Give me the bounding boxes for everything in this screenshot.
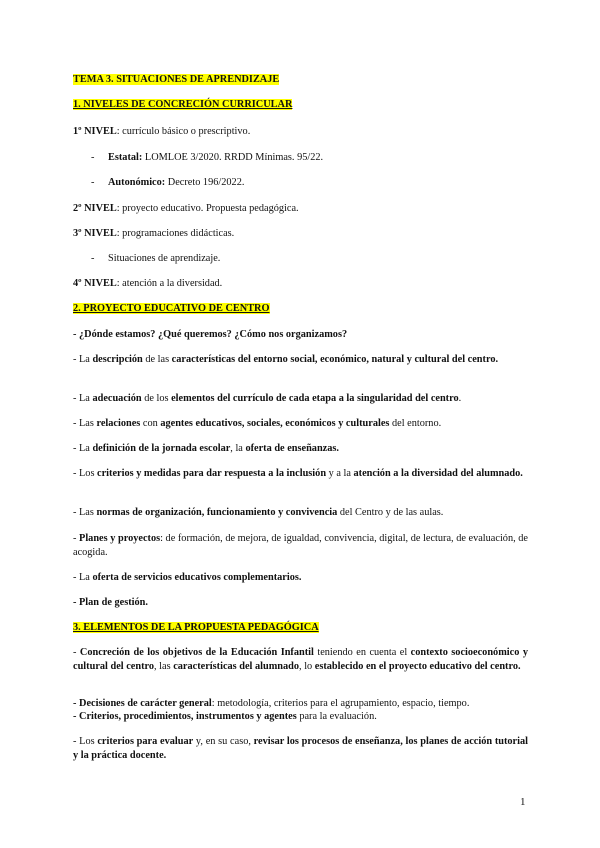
section-2-heading xyxy=(73,302,528,316)
bold-run: establecido en el proyecto educativo del centro. xyxy=(314,661,521,672)
text-run: - xyxy=(73,533,80,544)
level-2 xyxy=(73,202,528,216)
bullet-situaciones: Situaciones de aprendizaje. xyxy=(108,253,221,264)
pp-item-concrecion xyxy=(73,646,528,674)
text-run: , lo xyxy=(299,661,315,672)
autonomico-text: Decreto 196/2022. xyxy=(165,177,245,188)
pp-item-criterios xyxy=(73,710,528,724)
pec-item-gestion xyxy=(73,596,528,610)
bold-run: descripción xyxy=(92,354,143,365)
text-run: del Centro y de las aulas. xyxy=(337,507,444,518)
pp-item-decisiones xyxy=(73,697,528,711)
section-3-heading xyxy=(73,621,528,635)
text-run: - La xyxy=(73,393,93,404)
bold-run: - Criterios, procedimientos, instrumentos y agentes xyxy=(73,711,297,722)
text-run: , las xyxy=(154,661,174,672)
text-run: - Los xyxy=(73,468,98,479)
bold-run: agentes educativos, sociales, económicos y culturales xyxy=(160,418,390,429)
text-run: - La xyxy=(73,572,93,583)
bold-run: contexto socioeconómico y cultural del centro xyxy=(73,647,528,672)
text-run: - Los xyxy=(73,736,98,747)
bold-run: normas de organización, funcionamiento y convivencia xyxy=(96,507,338,518)
text-run: del entorno. xyxy=(389,418,442,429)
bullet-autonomico xyxy=(108,176,528,190)
level-4-text: : atención a la diversidad. xyxy=(116,278,223,289)
text-run: con xyxy=(140,418,161,429)
bold-run: características del entorno social, económico, natural y cultural del centro. xyxy=(171,354,499,365)
text-run: - Las xyxy=(73,507,97,518)
text-run: : de formación, de mejora, de igualdad, convivencia, digital, de lectura, de evaluación, de acogida. xyxy=(73,533,528,558)
bold-run: definición de la jornada escolar xyxy=(92,443,231,454)
bullet-dash: - xyxy=(91,253,95,264)
bullet-dash: - xyxy=(91,177,95,188)
bold-run: - Plan de gestión. xyxy=(73,597,148,608)
section-2-questions xyxy=(73,328,528,342)
level-3-text: : programaciones didácticas. xyxy=(116,228,235,239)
text-run: : metodología, criterios para el agrupamiento, espacio, tiempo. xyxy=(211,698,470,709)
section-2-heading-text: 2. PROYECTO EDUCATIVO DE CENTRO xyxy=(73,303,270,314)
section-1-heading xyxy=(73,98,528,112)
section-1-heading-text: 1. NIVELES DE CONCRECIÓN CURRICULAR xyxy=(73,99,293,110)
text-run: de las xyxy=(142,354,172,365)
level-1-label: 1º NIVEL xyxy=(73,126,117,137)
bold-run: criterios y medidas para dar respuesta a la inclusión xyxy=(97,468,327,479)
text-run: y, en su caso, xyxy=(193,736,254,747)
text-run: - La xyxy=(73,443,93,454)
questions-text: - ¿Dónde estamos? ¿Qué queremos? ¿Cómo nos organizamos? xyxy=(73,329,348,340)
bold-run: Concreción de los objetivos de la Educación Infantil xyxy=(79,647,314,658)
text-run: . xyxy=(458,393,462,404)
page-number: 1 xyxy=(520,796,526,808)
title-text: TEMA 3. SITUACIONES DE APRENDIZAJE xyxy=(73,74,280,85)
pec-item-planes xyxy=(73,532,528,560)
text-run: - xyxy=(73,647,80,658)
bold-run: adecuación xyxy=(92,393,142,404)
bold-run: revisar los procesos de enseñanza, los planes de acción tutorial y la práctica docente. xyxy=(73,736,528,761)
text-run: teniendo en cuenta el xyxy=(313,647,411,658)
pec-item-descripcion xyxy=(73,353,528,367)
text-run: y a la xyxy=(326,468,354,479)
pec-item-normas xyxy=(73,506,528,520)
level-4-label: 4º NIVEL xyxy=(73,278,117,289)
autonomico-label: Autonómico: xyxy=(108,177,166,188)
bold-run: atención a la diversidad del alumnado. xyxy=(353,468,523,479)
level-1 xyxy=(73,125,528,139)
bullet-estatal xyxy=(108,151,528,165)
estatal-text: LOMLOE 3/2020. RRDD Mínimas. 95/22. xyxy=(142,152,324,163)
text-run: para la evaluación. xyxy=(296,711,377,722)
level-4 xyxy=(73,277,528,291)
estatal-label: Estatal: xyxy=(108,152,143,163)
level-3 xyxy=(73,227,528,241)
pec-item-inclusion xyxy=(73,467,528,481)
bold-run: oferta de enseñanzas. xyxy=(245,443,339,454)
pec-item-relaciones xyxy=(73,417,528,431)
bold-run: relaciones xyxy=(96,418,141,429)
bold-run: elementos del currículo de cada etapa a la singularidad del centro xyxy=(171,393,459,404)
text-run: de los xyxy=(141,393,172,404)
level-2-label: 2º NIVEL xyxy=(73,203,117,214)
text-run: - La xyxy=(73,354,93,365)
bold-run: características del alumnado xyxy=(173,661,300,672)
level-2-text: : proyecto educativo. Propuesta pedagógica. xyxy=(116,203,299,214)
pec-item-jornada xyxy=(73,442,528,456)
bold-run: criterios para evaluar xyxy=(97,736,194,747)
pec-item-adecuacion xyxy=(73,392,528,406)
text-run: , la xyxy=(230,443,246,454)
bold-run: oferta de servicios educativos complementarios. xyxy=(92,572,302,583)
pp-item-evaluar xyxy=(73,735,528,763)
section-3-heading-text: 3. ELEMENTOS DE LA PROPUESTA PEDAGÓGICA xyxy=(73,622,319,633)
level-3-label: 3º NIVEL xyxy=(73,228,117,239)
level-1-text: : currículo básico o prescriptivo. xyxy=(116,126,251,137)
bullet-dash: - xyxy=(91,152,95,163)
pec-item-servicios xyxy=(73,571,528,585)
bold-run: - Decisiones de carácter general xyxy=(73,698,212,709)
text-run: - Las xyxy=(73,418,97,429)
bold-run: Planes y proyectos xyxy=(79,533,161,544)
document-title xyxy=(73,73,528,87)
